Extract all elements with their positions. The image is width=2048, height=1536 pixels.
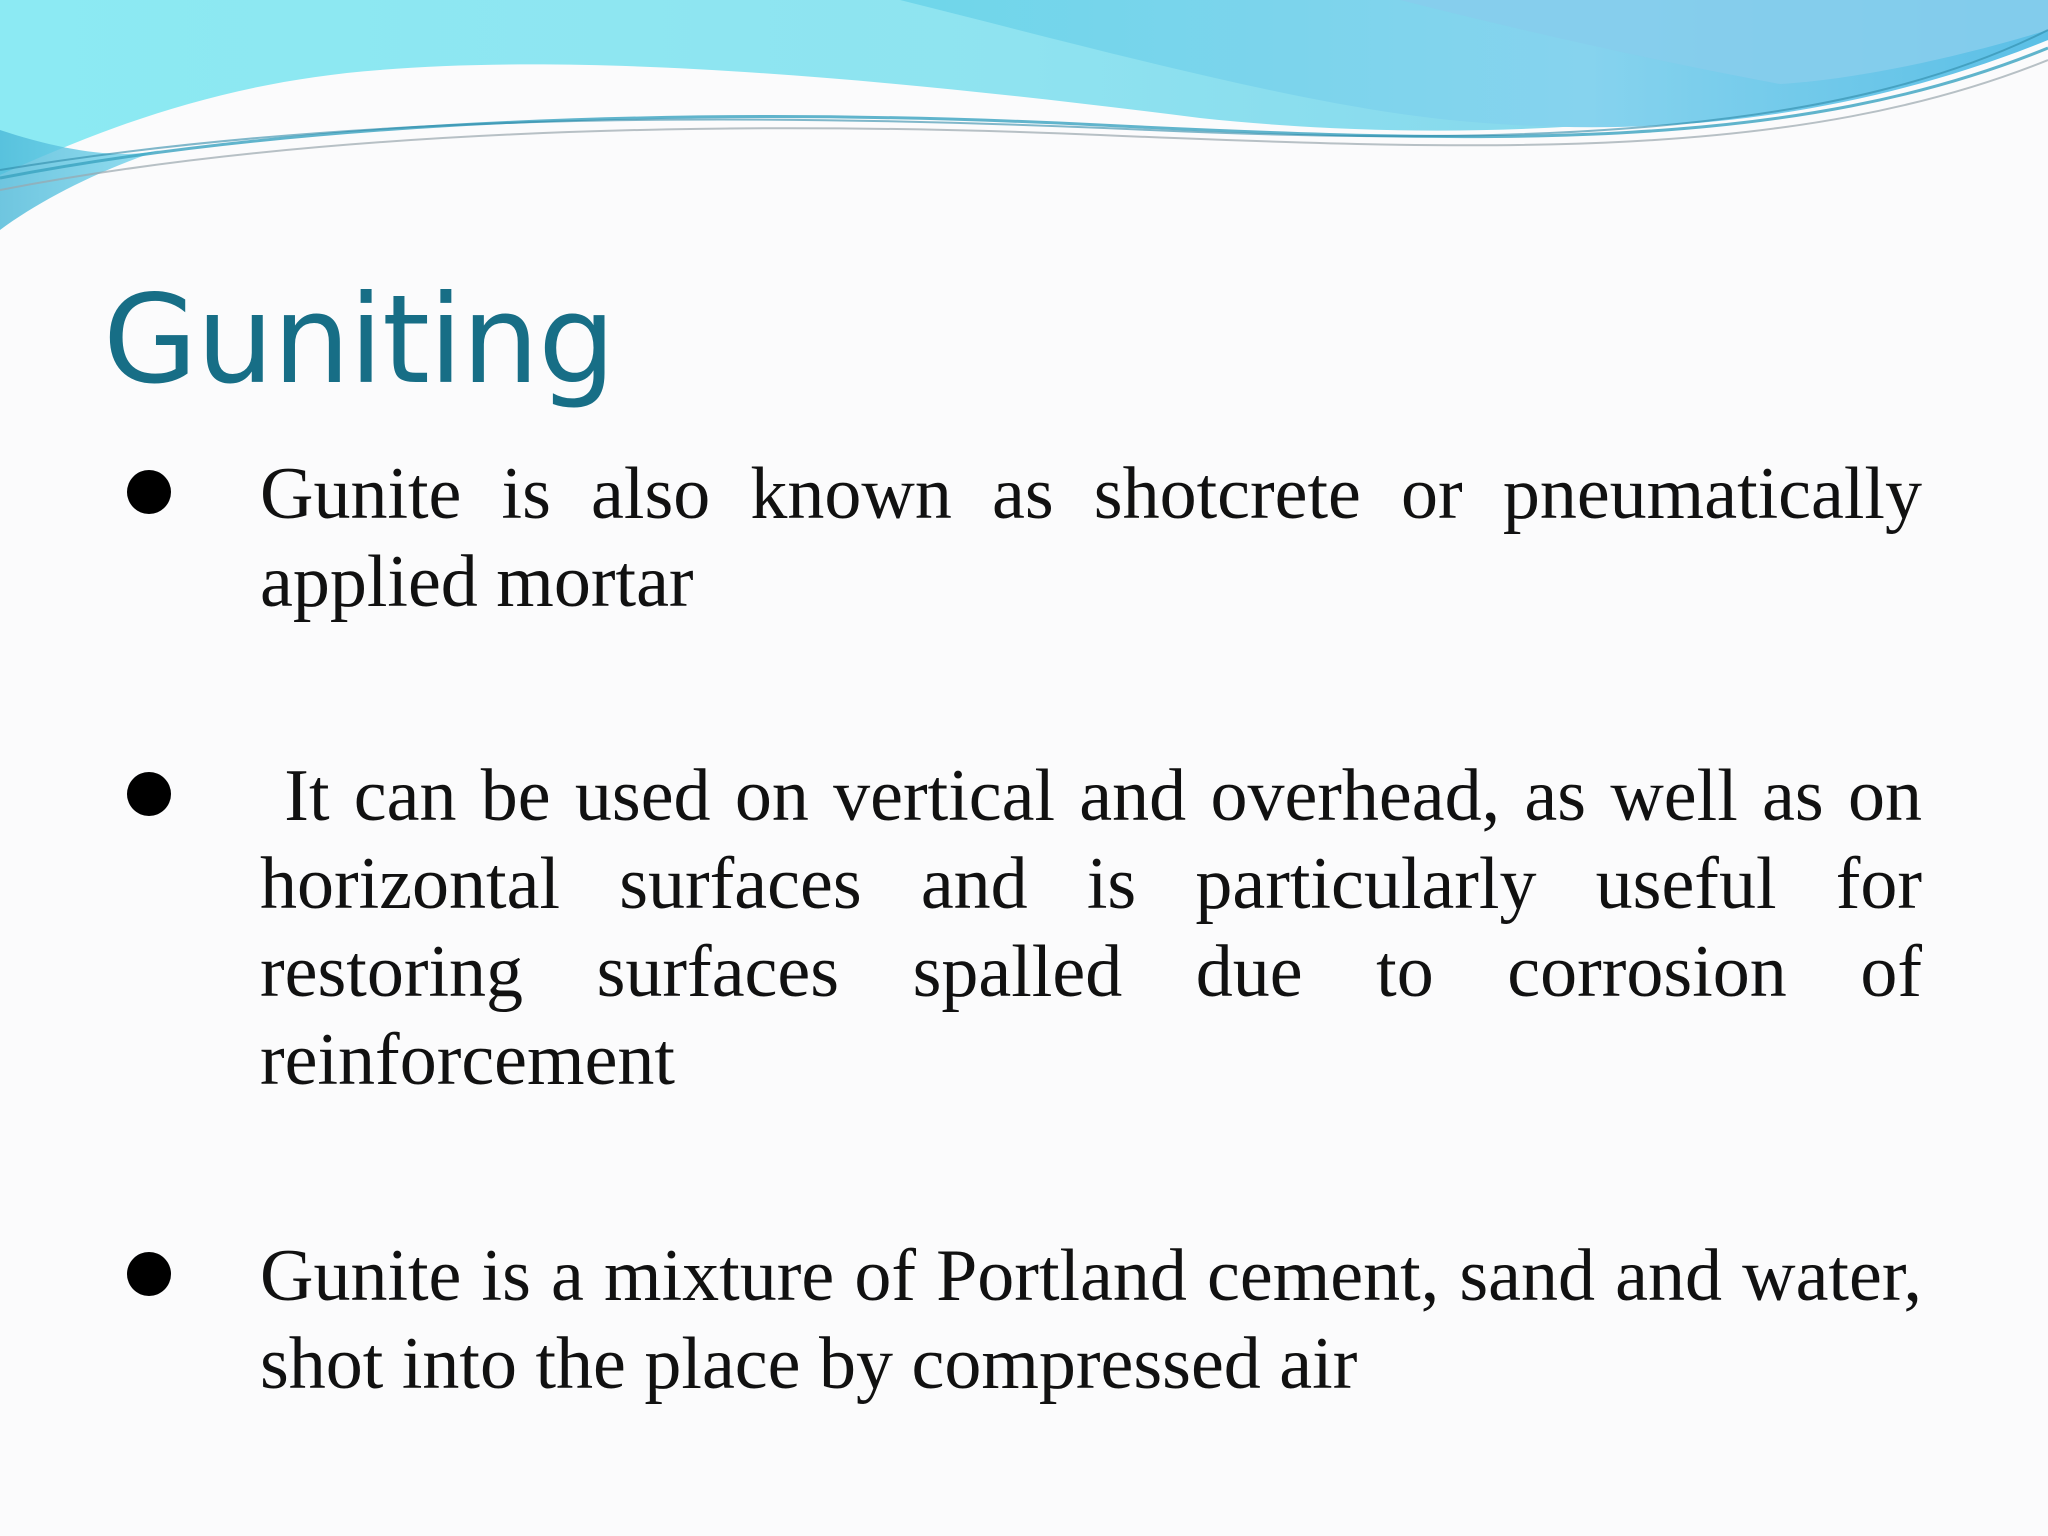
bullet-dot-icon (127, 470, 171, 514)
bullet-dot-icon (127, 1252, 171, 1296)
bullet-text: Gunite is also known as shotcrete or pneumatically applied mortar (260, 453, 1922, 623)
slide-title: Guniting (103, 269, 615, 411)
bullet-dot-icon (127, 772, 171, 816)
bullet-text: It can be used on vertical and overhead, as well as on horizontal surfaces and is particularly useful for restoring surfaces spalled due to corrosion of reinforcement (260, 755, 1941, 1101)
bullet-text: Gunite is a mixture of Portland cement, sand and water, shot into the place by compressed air (260, 1235, 1922, 1405)
